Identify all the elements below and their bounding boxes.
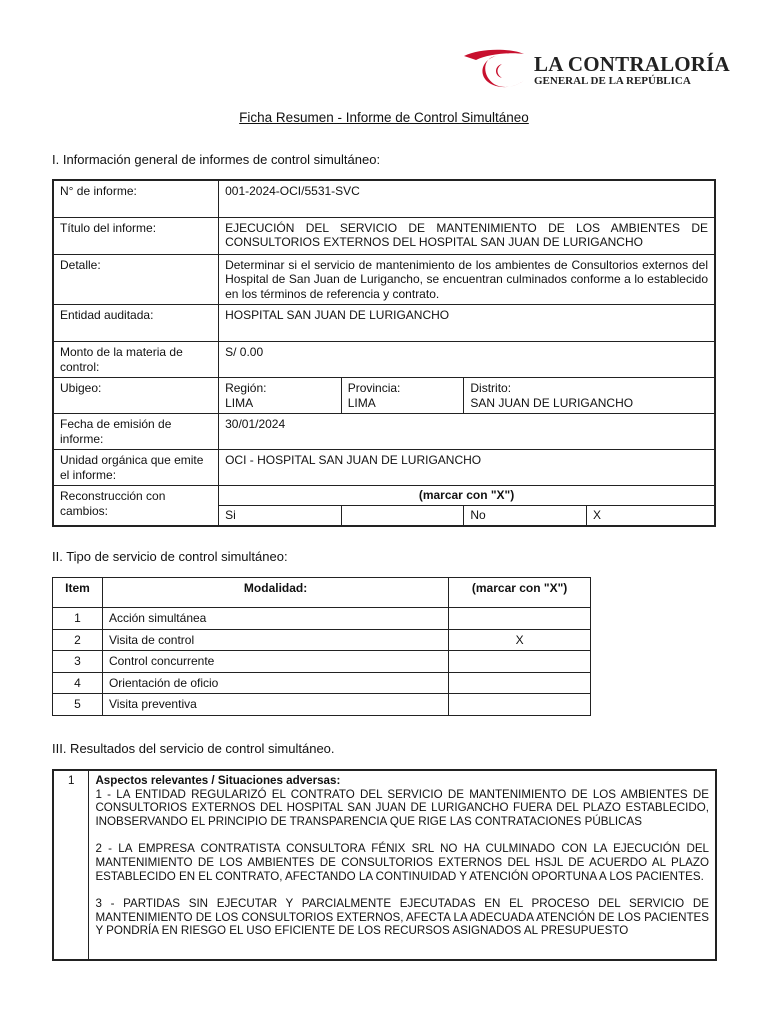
detalle-label: Detalle: (53, 254, 219, 305)
monto-label: Monto de la materia de control: (53, 342, 219, 378)
col-modalidad: Modalidad: (102, 578, 448, 608)
row-item: 2 (53, 629, 103, 651)
entidad-value: HOSPITAL SAN JUAN DE LURIGANCHO (219, 305, 715, 342)
provincia-cell (341, 378, 464, 414)
document-title: Ficha Resumen - Informe de Control Simultáneo (239, 110, 529, 125)
contraloria-swoosh-icon (458, 46, 532, 94)
table-row (53, 629, 591, 651)
region-cell (219, 378, 342, 414)
monto-value: S/ 0.00 (219, 342, 715, 378)
table-row (53, 694, 591, 716)
logo-main-text: LA CONTRALORÍA (534, 52, 730, 76)
result-row (53, 770, 716, 960)
result-content (89, 770, 716, 960)
row-fecha (53, 414, 715, 450)
section1-heading: I. Información general de informes de control simultáneo: (52, 152, 381, 167)
row-mark (449, 672, 591, 694)
row-modalidad: Orientación de oficio (102, 672, 448, 694)
no-mark: X (586, 506, 715, 526)
result-number: 1 (53, 770, 89, 960)
row-modalidad: Control concurrente (102, 651, 448, 673)
row-item: 3 (53, 651, 103, 673)
row-numero-informe (53, 180, 715, 217)
distrito-label: Distrito: (470, 381, 512, 395)
provincia-value: LIMA (347, 395, 376, 410)
result-subheading: Aspectos relevantes / Situaciones adversas: (95, 774, 341, 787)
contraloria-logo (458, 46, 728, 96)
row-titulo (53, 217, 715, 254)
region-value: LIMA (225, 395, 254, 410)
table-row (53, 672, 591, 694)
service-type-table (52, 577, 591, 716)
table-row (53, 608, 591, 630)
general-info-table (52, 179, 716, 527)
distrito-cell (464, 378, 715, 414)
col-marcar: (marcar con "X") (449, 578, 591, 608)
row-unidad (53, 450, 715, 486)
service-type-header-row (53, 578, 591, 608)
row-item: 1 (53, 608, 103, 630)
row-modalidad: Visita preventiva (102, 694, 448, 716)
region-label: Región: (225, 381, 267, 395)
entidad-label: Entidad auditada: (53, 305, 219, 342)
ubigeo-label: Ubigeo: (53, 378, 219, 414)
informe-label: N° de informe: (53, 180, 219, 217)
result-item-1: 1 - LA ENTIDAD REGULARIZÓ EL CONTRATO DEL SERVICIO DE MANTENIMIENTO DE LOS AMBIENTES DE CONSULTORIOS EXTERNOS DEL HOSPITAL SAN JUAN DE LURIGANCHO FUERA DEL PLAZO ESTABLECIDO, INOBSERVANDO EL PRINCIPIO DE TRANSPARENCIA QUE RIGE LAS CONTRATACIONES PÚBLICAS (95, 787, 709, 828)
logo-sub-text: GENERAL DE LA REPÚBLICA (534, 75, 691, 87)
row-detalle (53, 254, 715, 305)
si-mark (341, 506, 464, 526)
row-modalidad: Acción simultánea (102, 608, 448, 630)
row-mark (449, 608, 591, 630)
fecha-label: Fecha de emisión de informe: (53, 414, 219, 450)
unidad-value: OCI - HOSPITAL SAN JUAN DE LURIGANCHO (219, 450, 715, 486)
row-reconstruccion (53, 486, 715, 506)
informe-value: 001-2024-OCI/5531-SVC (219, 180, 715, 217)
reconstruccion-label: Reconstrucción con cambios: (53, 486, 219, 526)
table-row (53, 651, 591, 673)
detalle-value: Determinar si el servicio de mantenimiento de los ambientes de Consultorios externos del Hospital de San Juan de Lurigancho, se encuentran culminados conforme a lo establecido en los términos de referencia y contrato. (219, 254, 715, 305)
row-modalidad: Visita de control (102, 629, 448, 651)
titulo-value: EJECUCIÓN DEL SERVICIO DE MANTENIMIENTO DE LOS AMBIENTES DE CONSULTORIOS EXTERNOS DEL HOSPITAL SAN JUAN DE LURIGANCHO (219, 217, 715, 254)
provincia-label: Provincia: (347, 381, 401, 395)
row-entidad (53, 305, 715, 342)
row-ubigeo (53, 378, 715, 414)
row-monto (53, 342, 715, 378)
row-mark: X (449, 629, 591, 651)
section2-heading: II. Tipo de servicio de control simultáneo: (52, 549, 288, 564)
no-label: No (464, 506, 587, 526)
row-mark (449, 651, 591, 673)
unidad-label: Unidad orgánica que emite el informe: (53, 450, 219, 486)
result-item-3: 3 - PARTIDAS SIN EJECUTAR Y PARCIALMENTE EJECUTADAS EN EL PROCESO DEL SERVICIO DE MANTENIMIENTO DE LOS CONSULTORIOS EXTERNOS, AFECTA LA ADECUADA ATENCIÓN DE LOS PACIENTES Y PONDRÍA EN RIESGO EL USO EFICIENTE DE LOS RECURSOS ASIGNADOS AL PRESUPUESTO (95, 897, 709, 938)
fecha-value: 30/01/2024 (219, 414, 715, 450)
titulo-label: Título del informe: (53, 217, 219, 254)
result-item-2: 2 - LA EMPRESA CONTRATISTA CONSULTORA FÉNIX SRL NO HA CULMINADO CON LA EJECUCIÓN DEL MANTENIMIENTO DE LOS AMBIENTES DE CONSULTORIOS EXTERNOS DEL HSJL DE ACUERDO AL PLAZO ESTABLECIDO EN EL CONTRATO, AFECTANDO LA CONTINUIDAD Y ATENCIÓN OPORTUNA A LOS PACIENTES. (95, 842, 709, 883)
row-item: 5 (53, 694, 103, 716)
results-table (52, 769, 717, 961)
distrito-value: SAN JUAN DE LURIGANCHO (470, 395, 634, 410)
si-label: Si (219, 506, 342, 526)
row-item: 4 (53, 672, 103, 694)
row-mark (449, 694, 591, 716)
section3-heading: III. Resultados del servicio de control simultáneo. (52, 741, 335, 756)
marcar-header: (marcar con "X") (219, 486, 715, 506)
col-item: Item (53, 578, 103, 608)
